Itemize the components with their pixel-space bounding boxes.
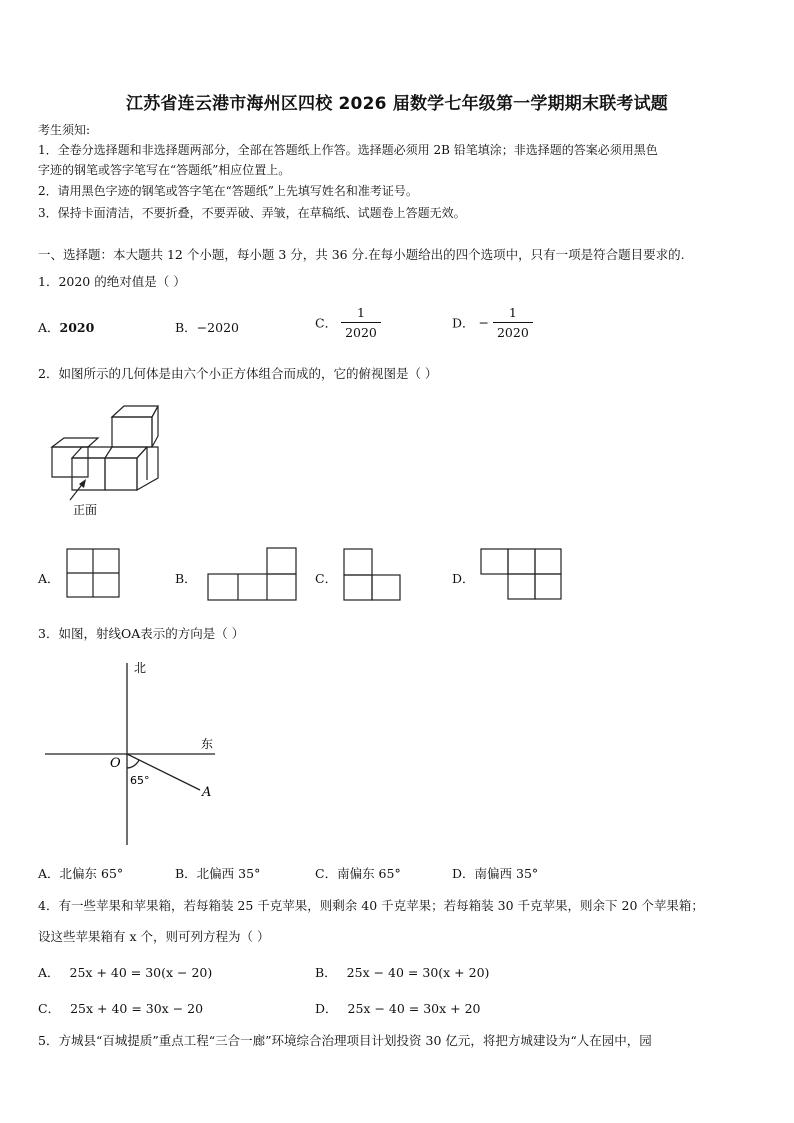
notice-heading: 考生须知: xyxy=(38,123,91,137)
q3-stem-post: 表示的方向是（ ） xyxy=(140,626,245,641)
q2-cube-figure xyxy=(40,400,170,520)
q3-option-a: A．北偏东 65° xyxy=(38,866,124,881)
q2-front-label: 正面 xyxy=(73,503,98,517)
q3-stem-pre: 3．如图，射线 xyxy=(38,626,121,641)
q1-c-denominator: 2020 xyxy=(345,325,377,340)
q1-c-fraction xyxy=(341,305,381,340)
q4-b-label: B． xyxy=(315,965,337,980)
section-heading: 一、选择题：本大题共 12 个小题，每小题 3 分，共 36 分.在每小题给出的四个选项中，只有一项是符合题目要求的. xyxy=(38,247,685,262)
q4-stem-line-2: 设这些苹果箱有 x 个，则可列方程为（ ） xyxy=(38,929,270,944)
q2-stem: 2．如图所示的几何体是由六个小正方体组合而成的，它的俯视图是（ ） xyxy=(38,366,438,381)
q4-option-a xyxy=(38,963,212,981)
q3-stem xyxy=(38,624,244,642)
q2-option-a-figure[interactable] xyxy=(67,549,123,601)
q3-direction-figure xyxy=(40,660,230,850)
q2-c-label: C． xyxy=(315,571,338,586)
q1-d-denominator: 2020 xyxy=(496,325,529,340)
q2-d-label: D． xyxy=(452,571,475,586)
q4-stem-line-1: 4．有一些苹果和苹果箱，若每箱装 25 千克苹果，则剩余 40 千克苹果；若每箱装 30 千克苹果，则余下 20 个苹果箱； xyxy=(38,898,704,913)
q3-option-b: B．北偏西 35° xyxy=(175,866,261,881)
q1-b-label: B． xyxy=(175,320,197,335)
q1-option-a xyxy=(38,318,94,336)
q3-point-label: A xyxy=(202,785,212,800)
notice-item-1-line-2: 字迹的钢笔或答字笔写在“答题纸”相应位置上。 xyxy=(38,163,291,177)
q1-d-numerator: 1 xyxy=(493,305,533,323)
q1-a-label: A． xyxy=(38,320,60,335)
q4-option-b xyxy=(315,963,489,981)
q3-east-label: 东 xyxy=(201,737,214,751)
q4-c-label: C． xyxy=(38,1001,61,1016)
q1-c-numerator: 1 xyxy=(341,305,381,323)
q1-a-value: 2020 xyxy=(59,320,95,335)
q1-d-sign: − xyxy=(478,315,489,330)
q3-option-c: C．南偏东 65° xyxy=(315,866,401,881)
q1-option-b xyxy=(175,318,239,336)
q5-stem-line-1: 5．方城县“百城提质”重点工程“三合一廊”环境综合治理项目计划投资 30 亿元，将把方城建设为“人在园中，园 xyxy=(38,1033,652,1048)
q1-d-label: D． xyxy=(452,315,475,331)
q2-option-c-figure[interactable] xyxy=(344,549,404,603)
q1-d-fraction xyxy=(493,305,533,340)
q1-b-value: −2020 xyxy=(196,320,239,335)
q3-stem-var: OA xyxy=(120,626,141,641)
q2-a-label: A． xyxy=(38,571,60,586)
q4-d-label: D． xyxy=(315,1001,338,1016)
q1-c-label: C． xyxy=(315,315,338,331)
q3-option-d: D．南偏西 35° xyxy=(452,866,539,881)
q3-angle-label: 65° xyxy=(130,774,150,787)
notice-item-3: 3．保持卡面清洁，不要折叠，不要弄破、弄皱，在草稿纸、试题卷上答题无效。 xyxy=(38,206,466,220)
q3-origin-label: O xyxy=(110,756,121,771)
q4-option-c xyxy=(38,999,203,1017)
q4-a-label: A． xyxy=(38,965,60,980)
q2-b-label: B． xyxy=(175,571,197,586)
q1-option-d xyxy=(452,305,533,340)
q2-option-d-figure[interactable] xyxy=(481,549,565,603)
q4-d-equation: 25x − 40 = 30x + 20 xyxy=(347,1001,481,1016)
q2-option-b-figure[interactable] xyxy=(208,548,300,602)
q3-north-label: 北 xyxy=(134,661,147,675)
notice-item-1-line-1: 1．全卷分选择题和非选择题两部分，全部在答题纸上作答。选择题必须用 2B 铅笔填涂；非选择题的答案必须用黑色 xyxy=(38,143,658,157)
page-title: 江苏省连云港市海州区四校 2026 届数学七年级第一学期期末联考试题 xyxy=(126,94,668,114)
q1-stem: 1．2020 的绝对值是（ ） xyxy=(38,274,186,289)
q1-option-c xyxy=(315,305,381,340)
q4-c-equation: 25x + 40 = 30x − 20 xyxy=(70,1001,204,1016)
q4-a-equation: 25x + 40 = 30(x − 20) xyxy=(69,965,213,980)
q4-option-d xyxy=(315,999,481,1017)
q4-b-equation: 25x − 40 = 30(x + 20) xyxy=(346,965,490,980)
notice-item-2: 2．请用黑色字迹的钢笔或答字笔在“答题纸”上先填写姓名和准考证号。 xyxy=(38,184,418,198)
